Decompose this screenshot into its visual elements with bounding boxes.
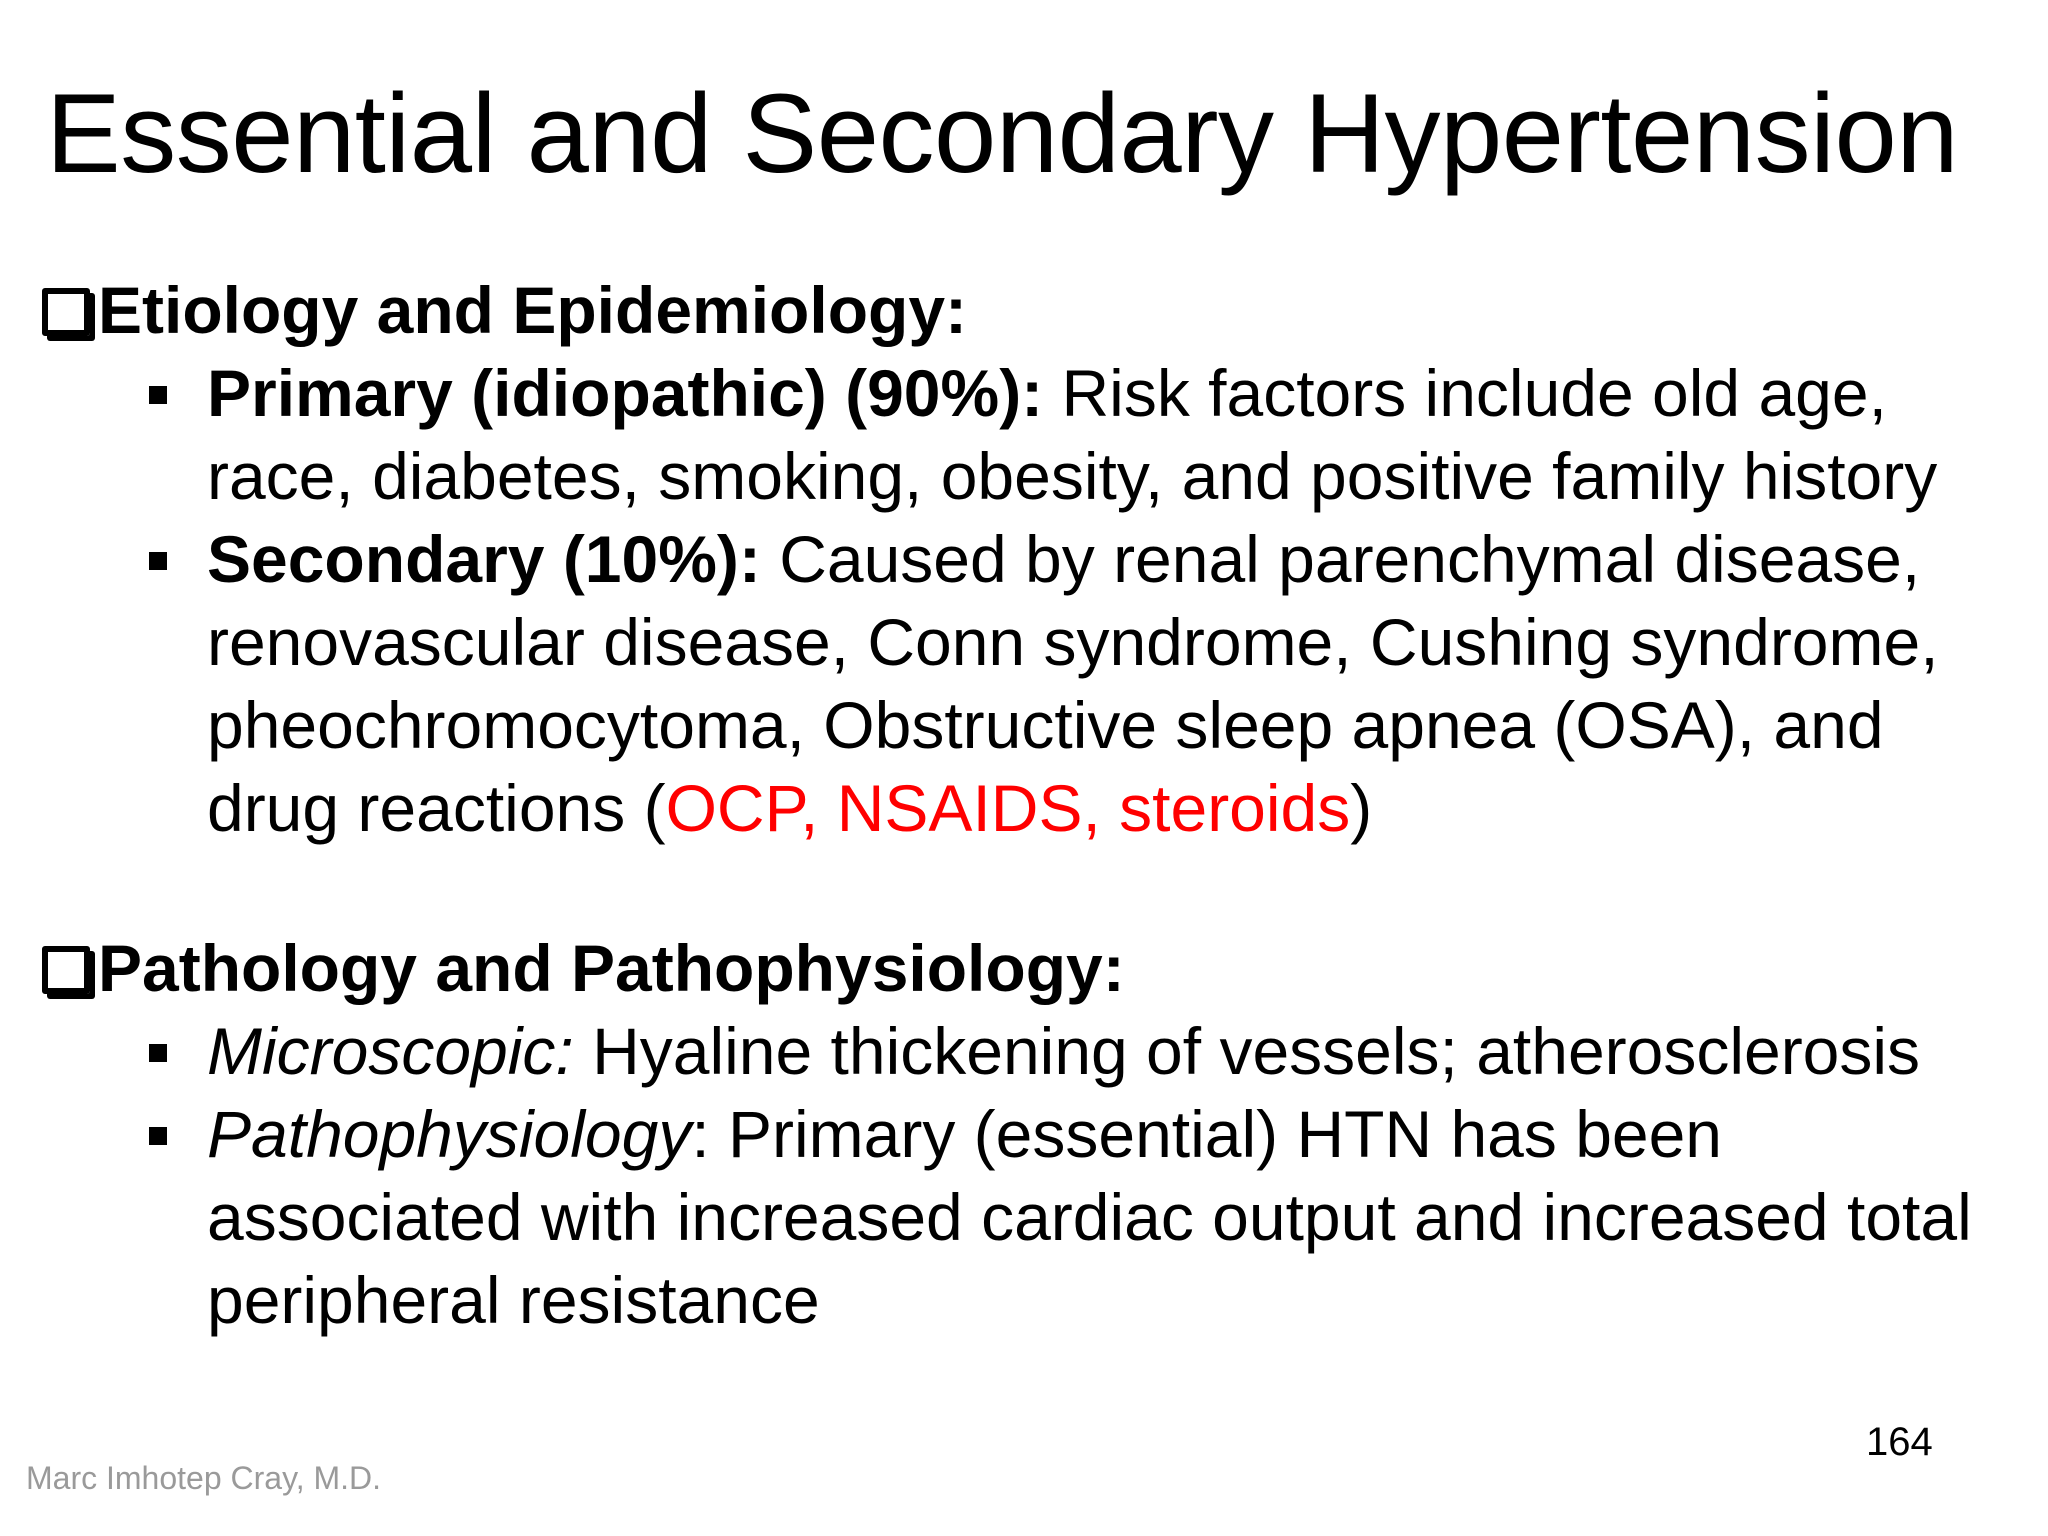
secondary-lead: Secondary (10%): <box>207 522 761 596</box>
page-number: 164 <box>1866 1420 1933 1464</box>
list-item-microscopic <box>42 1010 2022 1093</box>
square-bullet-icon <box>149 1127 167 1145</box>
square-bullet-icon <box>149 552 167 570</box>
drug-highlight: OCP, NSAIDS, steroids <box>665 771 1351 845</box>
etiology-list <box>42 352 2022 850</box>
square-bullet-icon <box>149 386 167 404</box>
pathology-heading-text: Pathology and Pathophysiology: <box>98 931 1125 1005</box>
microscopic-text: Hyaline thickening of vessels; atherosclerosis <box>573 1014 1921 1088</box>
list-item-secondary <box>42 518 2022 850</box>
primary-lead: Primary (idiopathic) (90%): <box>207 356 1044 430</box>
list-item-pathophysiology <box>42 1093 2022 1342</box>
secondary-tail: ) <box>1350 771 1373 845</box>
square-bullet-icon <box>149 1044 167 1062</box>
pathophysiology-lead: Pathophysiology <box>207 1097 692 1171</box>
checkbox-bullet-icon <box>42 288 90 336</box>
microscopic-lead: Microscopic: <box>207 1014 574 1088</box>
list-item-primary <box>42 352 2022 518</box>
etiology-section <box>42 268 2022 850</box>
secondary-text: Caused by renal parenchymal disease, renovascular disease, Conn syndrome, Cushing syndrome, pheochromocytoma, Obstructive sleep apnea (OSA), and drug reactions ( <box>207 522 1939 845</box>
pathology-heading <box>42 926 2022 1010</box>
author-credit: Marc Imhotep Cray, M.D. <box>26 1460 382 1496</box>
etiology-heading-text: Etiology and Epidemiology: <box>98 273 968 347</box>
slide-title: Essential and Secondary Hypertension <box>46 71 1959 196</box>
pathology-list <box>42 1010 2022 1342</box>
pathophysiology-text: : Primary (essential) HTN has been associated with increased cardiac output and increased total peripheral resistance <box>207 1097 1972 1337</box>
primary-text: Risk factors include old age, race, diabetes, smoking, obesity, and positive family history <box>207 356 1938 513</box>
checkbox-bullet-icon <box>42 946 90 994</box>
pathology-section <box>42 926 2022 1342</box>
etiology-heading <box>42 268 2022 352</box>
